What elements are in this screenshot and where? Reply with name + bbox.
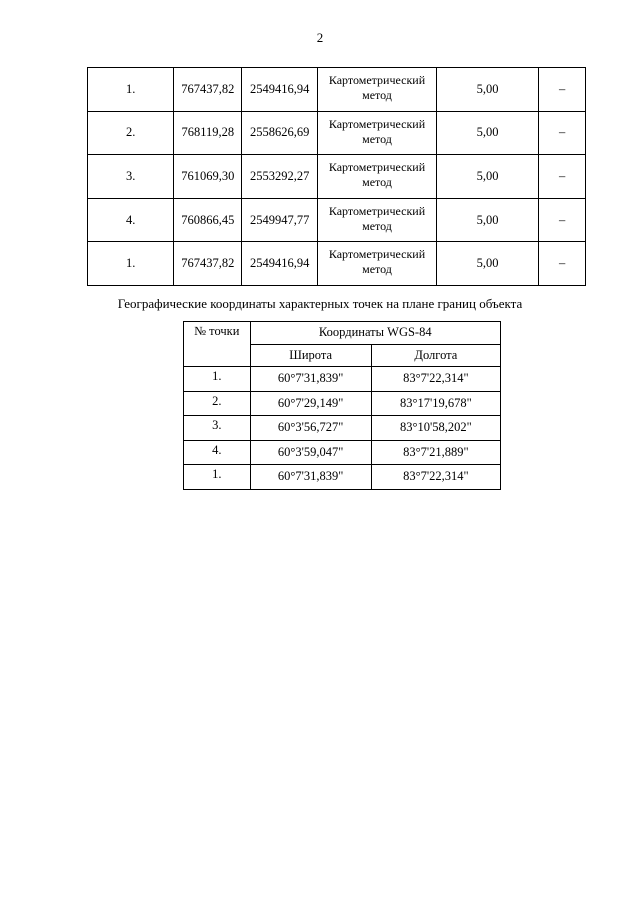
point-number-cell: 2. bbox=[184, 391, 251, 416]
table-row bbox=[184, 440, 501, 465]
longitude-cell: 83°7'21,889" bbox=[371, 440, 500, 465]
coord-y-cell: 2553292,27 bbox=[242, 155, 318, 199]
table-row bbox=[184, 391, 501, 416]
table-row bbox=[88, 242, 586, 286]
method-cell: Картометрический метод bbox=[318, 242, 437, 286]
header-point-number: № точки bbox=[184, 322, 251, 367]
coord-x-cell: 767437,82 bbox=[174, 68, 242, 112]
coord-y-cell: 2549947,77 bbox=[242, 198, 318, 242]
note-cell: – bbox=[539, 68, 586, 112]
longitude-cell: 83°7'22,314" bbox=[371, 465, 500, 490]
geo-coordinates-table bbox=[183, 321, 501, 490]
accuracy-cell: 5,00 bbox=[436, 198, 538, 242]
table-row bbox=[88, 198, 586, 242]
point-number-cell: 1. bbox=[184, 367, 251, 392]
latitude-cell: 60°7'31,839" bbox=[250, 367, 371, 392]
latitude-cell: 60°3'59,047" bbox=[250, 440, 371, 465]
longitude-cell: 83°17'19,678" bbox=[371, 391, 500, 416]
note-cell: – bbox=[539, 198, 586, 242]
latitude-cell: 60°3'56,727" bbox=[250, 416, 371, 441]
point-number-cell: 1. bbox=[88, 68, 174, 112]
note-cell: – bbox=[539, 242, 586, 286]
table-row bbox=[88, 111, 586, 155]
longitude-cell: 83°10'58,202" bbox=[371, 416, 500, 441]
boundary-points-table bbox=[87, 67, 586, 286]
accuracy-cell: 5,00 bbox=[436, 68, 538, 112]
geo-header-row bbox=[184, 322, 501, 345]
method-cell: Картометрический метод bbox=[318, 68, 437, 112]
coord-x-cell: 760866,45 bbox=[174, 198, 242, 242]
note-cell: – bbox=[539, 155, 586, 199]
coord-x-cell: 768119,28 bbox=[174, 111, 242, 155]
note-cell: – bbox=[539, 111, 586, 155]
table-row bbox=[88, 68, 586, 112]
latitude-cell: 60°7'29,149" bbox=[250, 391, 371, 416]
coord-x-cell: 761069,30 bbox=[174, 155, 242, 199]
coord-y-cell: 2558626,69 bbox=[242, 111, 318, 155]
point-number-cell: 3. bbox=[184, 416, 251, 441]
point-number-cell: 4. bbox=[184, 440, 251, 465]
accuracy-cell: 5,00 bbox=[436, 155, 538, 199]
accuracy-cell: 5,00 bbox=[436, 242, 538, 286]
header-latitude: Широта bbox=[250, 344, 371, 367]
geo-coordinates-title: Географические координаты характерных точек на плане границ объекта bbox=[117, 296, 523, 311]
latitude-cell: 60°7'31,839" bbox=[250, 465, 371, 490]
coord-y-cell: 2549416,94 bbox=[242, 242, 318, 286]
table-row bbox=[184, 416, 501, 441]
method-cell: Картометрический метод bbox=[318, 111, 437, 155]
method-cell: Картометрический метод bbox=[318, 198, 437, 242]
point-number-cell: 3. bbox=[88, 155, 174, 199]
coord-x-cell: 767437,82 bbox=[174, 242, 242, 286]
accuracy-cell: 5,00 bbox=[436, 111, 538, 155]
header-coordinates: Координаты WGS-84 bbox=[250, 322, 500, 345]
table-row bbox=[184, 367, 501, 392]
point-number-cell: 4. bbox=[88, 198, 174, 242]
point-number-cell: 1. bbox=[184, 465, 251, 490]
coord-y-cell: 2549416,94 bbox=[242, 68, 318, 112]
longitude-cell: 83°7'22,314" bbox=[371, 367, 500, 392]
table-row bbox=[184, 465, 501, 490]
table-row bbox=[88, 155, 586, 199]
header-longitude: Долгота bbox=[371, 344, 500, 367]
point-number-cell: 2. bbox=[88, 111, 174, 155]
method-cell: Картометрический метод bbox=[318, 155, 437, 199]
page-number: 2 bbox=[316, 30, 324, 45]
point-number-cell: 1. bbox=[88, 242, 174, 286]
